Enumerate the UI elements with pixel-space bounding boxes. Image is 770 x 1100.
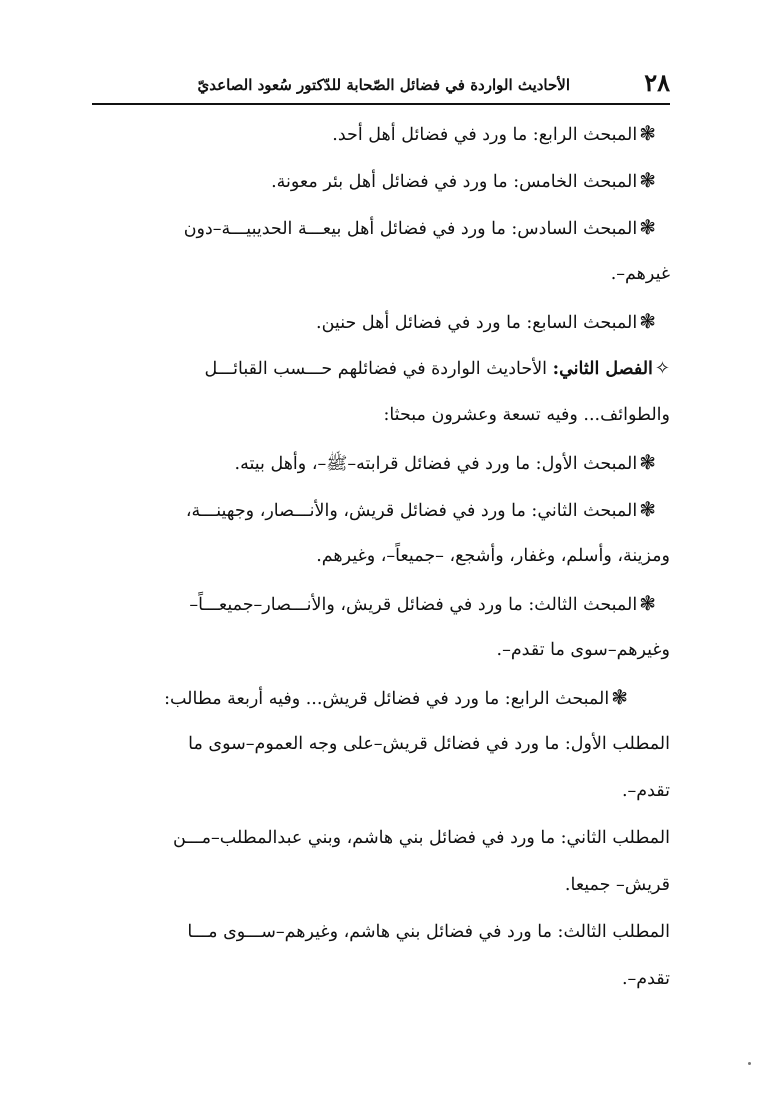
page-number: ٢٨ — [644, 68, 670, 97]
continuation-line — [92, 251, 670, 298]
continuation-line — [92, 768, 670, 815]
section-item — [92, 157, 670, 204]
line-text: ومزينة، وأسلم، وغفار، وأشجع، –جميعاً–، وغيرهم. — [316, 546, 670, 566]
section-item — [92, 674, 670, 721]
line-text: تقدم–. — [621, 969, 670, 989]
chapter-label: الفصل الثاني: — [552, 359, 653, 379]
ornamental-asterisk-icon: ❃ — [639, 121, 656, 145]
line-text: المبحث السابع: ما ورد في فضائل أهل حنين. — [316, 313, 638, 333]
ornamental-asterisk-icon: ❃ — [611, 685, 628, 709]
line-text: غيرهم–. — [610, 264, 670, 284]
line-text: المبحث الأول: ما ورد في فضائل قرابته–ﷺ–، وأهل بيته. — [234, 454, 638, 474]
line-text: المبحث الخامس: ما ورد في فضائل أهل بئر معونة. — [271, 172, 638, 192]
continuation-line — [92, 392, 670, 439]
ornamental-asterisk-icon: ❃ — [639, 309, 656, 333]
continuation-line — [92, 627, 670, 674]
section-item — [92, 298, 670, 345]
page-body — [92, 110, 670, 1003]
four-point-star-icon: ✧ — [654, 358, 670, 379]
line-text: المطلب الثالث: ما ورد في فضائل بني هاشم، وغيرهم–ســـوى مـــا — [187, 922, 670, 942]
continuation-line — [92, 533, 670, 580]
line-text: المبحث الثاني: ما ورد في فضائل قريش، والأنـــصار، وجهينـــة، — [185, 501, 638, 521]
line-text: المبحث الثالث: ما ورد في فضائل قريش، والأنـــصار–جميعـــاً– — [189, 595, 638, 615]
chapter-heading — [92, 345, 670, 392]
header-rule — [92, 103, 670, 105]
section-item — [92, 486, 670, 533]
line-text: قريش– جميعا. — [564, 875, 670, 895]
line-text: المبحث الرابع: ما ورد في فضائل أهل أحد. — [332, 125, 638, 145]
subsection-line — [92, 721, 670, 768]
line-text: المبحث الرابع: ما ورد في فضائل قريش... وفيه أربعة مطالب: — [164, 689, 610, 709]
running-title: الأحاديث الواردة في فضائل الصّحابة للدّكتور سُعود الصاعديّ — [197, 76, 570, 94]
ornamental-asterisk-icon: ❃ — [639, 591, 656, 615]
section-item — [92, 439, 670, 486]
ornamental-asterisk-icon: ❃ — [639, 168, 656, 192]
subsection-line — [92, 815, 670, 862]
subsection-line — [92, 909, 670, 956]
line-text: وغيرهم–سوى ما تقدم–. — [496, 640, 670, 660]
line-text: المطلب الأول: ما ورد في فضائل قريش–على وجه العموم–سوى ما — [188, 734, 670, 754]
page-header — [92, 68, 670, 102]
line-text: الأحاديث الواردة في فضائلهم حـــسب القبائـــل — [204, 359, 553, 379]
ornamental-asterisk-icon: ❃ — [639, 497, 656, 521]
section-item — [92, 110, 670, 157]
line-text: تقدم–. — [621, 781, 670, 801]
scan-speck — [748, 1062, 751, 1065]
ornamental-asterisk-icon: ❃ — [639, 215, 656, 239]
section-item — [92, 580, 670, 627]
section-item — [92, 204, 670, 251]
line-text: المبحث السادس: ما ورد في فضائل أهل بيعـــة الحديبيـــة–دون — [183, 219, 638, 239]
continuation-line — [92, 862, 670, 909]
continuation-line — [92, 956, 670, 1003]
line-text: المطلب الثاني: ما ورد في فضائل بني هاشم، وبني عبدالمطلب–مـــن — [172, 828, 670, 848]
line-text: والطوائف... وفيه تسعة وعشرون مبحثا: — [383, 405, 670, 425]
ornamental-asterisk-icon: ❃ — [639, 450, 656, 474]
